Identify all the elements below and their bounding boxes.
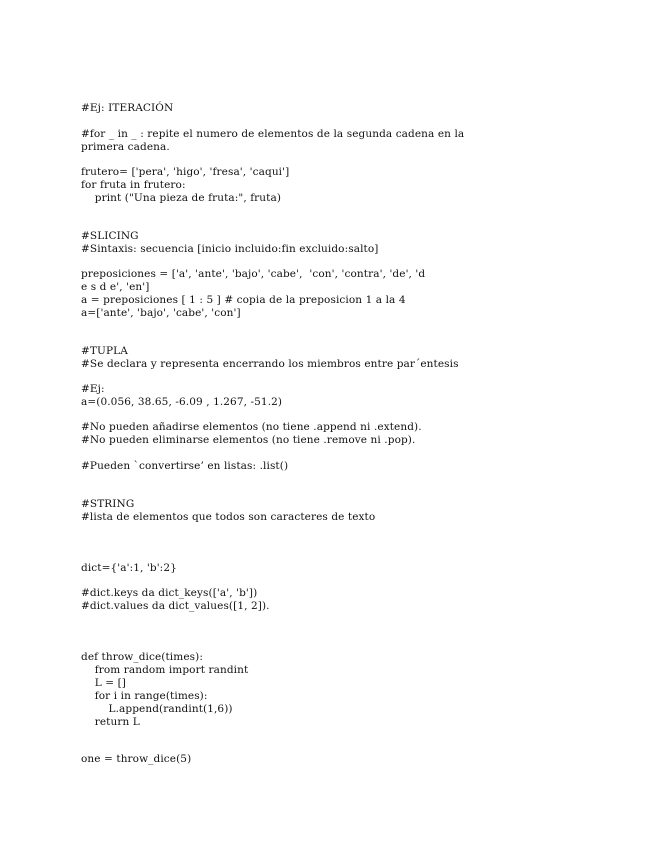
code-list-init: L = [] xyxy=(81,677,126,689)
comment-string-description: #lista de elementos que todos son caracteres de texto xyxy=(81,511,376,523)
comment-no-remove: #No pueden eliminarse elementos (no tiene .remove ni .pop). xyxy=(81,434,416,446)
code-call-throw-dice: one = throw_dice(5) xyxy=(81,753,192,765)
code-print-statement: print ("Una pieza de fruta:", fruta) xyxy=(81,192,282,204)
comment-tupla-description: #Se declara y representa encerrando los miembros entre par´entesis xyxy=(81,358,459,370)
comment-slicing-syntax: #Sintaxis: secuencia [inicio incluido:fin excluido:salto] xyxy=(81,243,379,255)
code-slice-copy: a = preposiciones [ 1 : 5 ] # copia de la preposicion 1 a la 4 xyxy=(81,294,406,306)
comment-convert-to-list: #Pueden `convertirse’ en listas: .list() xyxy=(81,460,289,472)
comment-tupla-heading: #TUPLA xyxy=(81,345,128,357)
code-for-loop: for fruta in frutero: xyxy=(81,179,186,191)
comment-string-heading: #STRING xyxy=(81,498,135,510)
code-frutero-assignment: frutero= ['pera', 'higo', 'fresa', 'caqui'] xyxy=(81,166,290,178)
comment-for-description: #for _ in _ : repite el numero de elementos de la segunda cadena en la xyxy=(81,128,465,140)
comment-for-description-cont: primera cadena. xyxy=(81,141,170,153)
code-tuple-assignment: a=(0.056, 38.65, -6.09 , 1.267, -51.2) xyxy=(81,396,283,408)
comment-dict-values: #dict.values da dict_values([1, 2]). xyxy=(81,600,270,612)
code-def-throw-dice: def throw_dice(times): xyxy=(81,651,203,663)
code-dict-assignment: dict={'a':1, 'b':2} xyxy=(81,562,177,574)
code-slice-result: a=['ante', 'bajo', 'cabe', 'con'] xyxy=(81,307,241,319)
comment-no-append: #No pueden añadirse elementos (no tiene .append ni .extend). xyxy=(81,421,422,433)
comment-dict-keys: #dict.keys da dict_keys(['a', 'b']) xyxy=(81,587,258,599)
code-return-list: return L xyxy=(81,716,140,728)
comment-ej-label: #Ej: xyxy=(81,383,105,395)
code-append-randint: L.append(randint(1,6)) xyxy=(81,703,233,715)
code-for-range: for i in range(times): xyxy=(81,690,208,702)
comment-iteracion-heading: #Ej: ITERACIÓN xyxy=(81,102,174,114)
code-import-randint: from random import randint xyxy=(81,664,249,676)
comment-slicing-heading: #SLICING xyxy=(81,230,139,242)
code-preposiciones-assignment: preposiciones = ['a', 'ante', 'bajo', 'cabe', 'con', 'contra', 'de', 'd xyxy=(81,268,426,280)
code-preposiciones-assignment-cont: e s d e', 'en'] xyxy=(81,281,150,293)
